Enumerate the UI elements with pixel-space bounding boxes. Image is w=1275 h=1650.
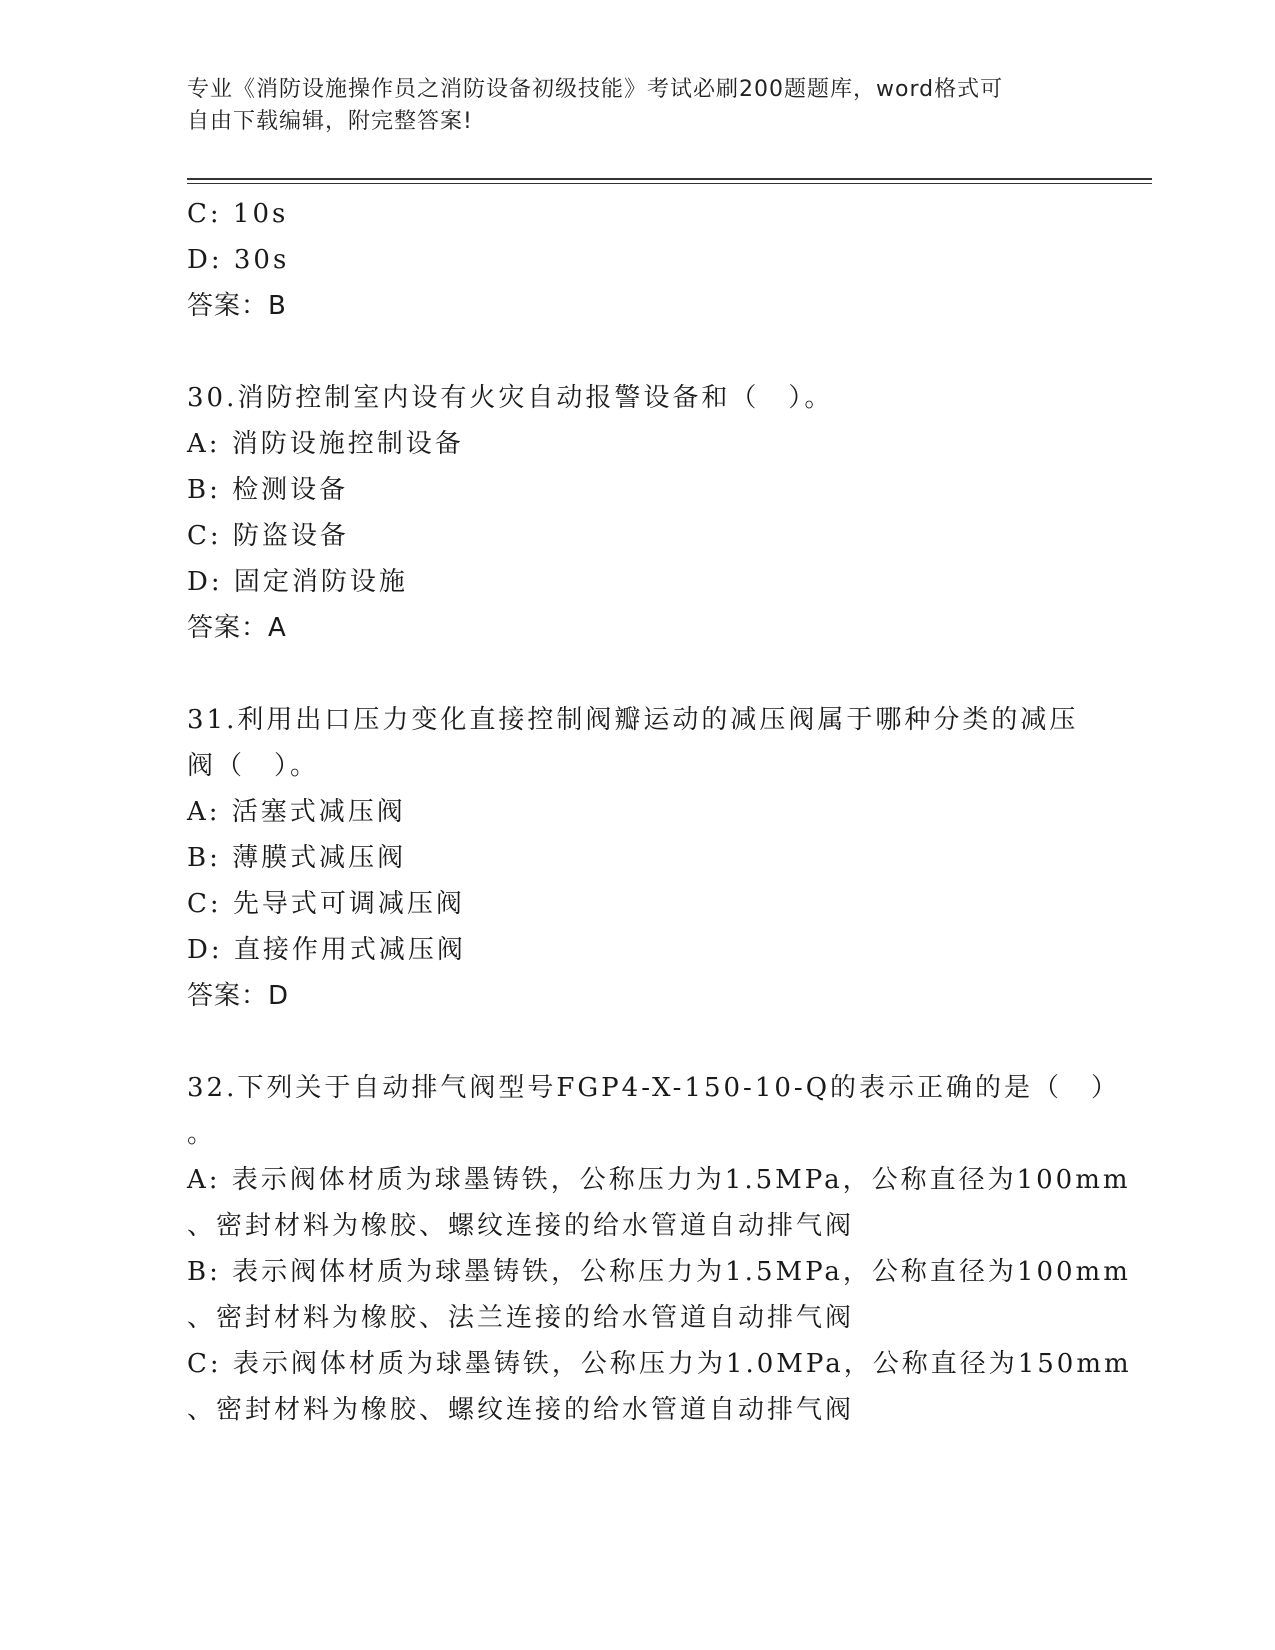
spacer xyxy=(187,651,1087,697)
option-c: C: 先导式可调减压阀 xyxy=(187,889,465,919)
option-b: B: 检测设备 xyxy=(187,475,349,505)
answer: 答案：D xyxy=(187,981,290,1011)
option-d: D: 直接作用式减压阀 xyxy=(187,935,466,965)
option-a: A: 表示阀体材质为球墨铸铁，公称压力为1.5MPa，公称直径为100mm xyxy=(187,1165,1131,1195)
question-30 xyxy=(187,375,1087,651)
question-stem: 30.消防控制室内设有火灾自动报警设备和（ ）。 xyxy=(187,383,834,413)
question-29-tail xyxy=(187,191,1087,329)
document-header xyxy=(187,74,1087,138)
option-d: D: 30s xyxy=(187,245,290,275)
option-c: C: 表示阀体材质为球墨铸铁，公称压力为1.0MPa，公称直径为150mm xyxy=(187,1349,1132,1379)
header-divider-thick xyxy=(187,178,1152,180)
option-a-continued: 、密封材料为橡胶、螺纹连接的给水管道自动排气阀 xyxy=(187,1211,855,1241)
option-c: C: 防盗设备 xyxy=(187,521,349,551)
option-b-continued: 、密封材料为橡胶、法兰连接的给水管道自动排气阀 xyxy=(187,1303,855,1333)
answer: 答案：B xyxy=(187,291,287,321)
question-list xyxy=(187,191,1132,1433)
question-stem: 32.下列关于自动排气阀型号FGP4-X-150-10-Q的表示正确的是（ ） xyxy=(187,1073,1121,1103)
option-b: B: 薄膜式减压阀 xyxy=(187,843,407,873)
spacer xyxy=(187,329,1087,375)
question-31 xyxy=(187,697,1087,1019)
header-line-2: 自由下载编辑，附完整答案! xyxy=(187,109,473,134)
question-stem: 31.利用出口压力变化直接控制阀瓣运动的减压阀属于哪种分类的减压 xyxy=(187,705,1079,735)
question-stem-continued: 阀（ ）。 xyxy=(187,751,320,781)
option-a: A: 活塞式减压阀 xyxy=(187,797,406,827)
option-c: C: 10s xyxy=(187,199,289,229)
option-c-continued: 、密封材料为橡胶、螺纹连接的给水管道自动排气阀 xyxy=(187,1395,855,1425)
question-32 xyxy=(187,1065,1132,1433)
header-divider-thin xyxy=(187,183,1152,184)
answer: 答案：A xyxy=(187,613,287,643)
option-d: D: 固定消防设施 xyxy=(187,567,408,597)
question-stem-continued: 。 xyxy=(187,1119,217,1149)
spacer xyxy=(187,1019,1087,1065)
option-a: A: 消防设施控制设备 xyxy=(187,429,464,459)
header-line-1: 专业《消防设施操作员之消防设备初级技能》考试必刷200题题库，word格式可 xyxy=(187,77,1004,102)
option-b: B: 表示阀体材质为球墨铸铁，公称压力为1.5MPa，公称直径为100mm xyxy=(187,1257,1131,1287)
